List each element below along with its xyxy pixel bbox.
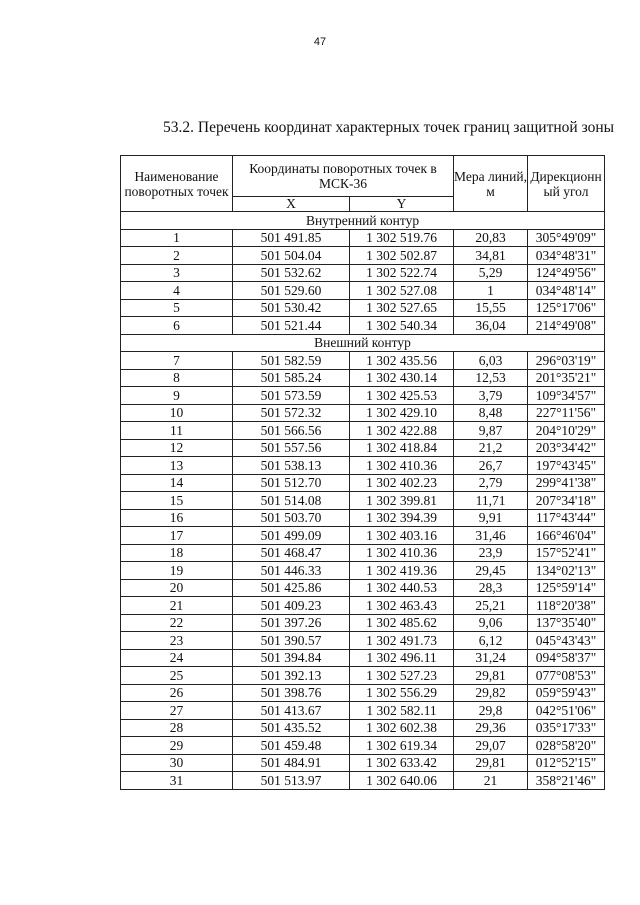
line-measure: 8,48 — [454, 404, 528, 422]
directional-angle: 358°21'46" — [528, 772, 605, 790]
directional-angle: 042°51'06" — [528, 702, 605, 720]
coord-x: 501 435.52 — [233, 719, 350, 737]
point-number: 19 — [121, 562, 233, 580]
table-row — [121, 562, 605, 580]
line-measure: 29,81 — [454, 667, 528, 685]
coord-y: 1 302 430.14 — [350, 369, 454, 387]
coord-x: 501 513.97 — [233, 772, 350, 790]
table-row — [121, 667, 605, 685]
coordinates-table — [120, 155, 605, 790]
coord-x: 501 397.26 — [233, 614, 350, 632]
line-measure: 34,81 — [454, 247, 528, 265]
directional-angle: 227°11'56" — [528, 404, 605, 422]
point-number: 31 — [121, 772, 233, 790]
coord-y: 1 302 556.29 — [350, 684, 454, 702]
coord-x: 501 582.59 — [233, 352, 350, 370]
table-row — [121, 474, 605, 492]
coord-x: 501 514.08 — [233, 492, 350, 510]
table-body — [121, 212, 605, 790]
header-x: X — [233, 197, 350, 212]
line-measure: 9,06 — [454, 614, 528, 632]
line-measure: 5,29 — [454, 264, 528, 282]
section-row — [121, 212, 605, 230]
coord-x: 501 512.70 — [233, 474, 350, 492]
section-label: Внешний контур — [121, 334, 605, 352]
header-line-measure: Мера линий, м — [454, 156, 528, 212]
coord-y: 1 302 429.10 — [350, 404, 454, 422]
table-row — [121, 282, 605, 300]
table-row — [121, 457, 605, 475]
table-row — [121, 422, 605, 440]
point-number: 2 — [121, 247, 233, 265]
coord-y: 1 302 422.88 — [350, 422, 454, 440]
coord-x: 501 529.60 — [233, 282, 350, 300]
point-number: 25 — [121, 667, 233, 685]
directional-angle: 305°49'09" — [528, 229, 605, 247]
line-measure: 23,9 — [454, 544, 528, 562]
header-directional-angle: Дирекционн ый угол — [528, 156, 605, 212]
coord-y: 1 302 425.53 — [350, 387, 454, 405]
table-row — [121, 229, 605, 247]
directional-angle: 034°48'14" — [528, 282, 605, 300]
line-measure: 9,91 — [454, 509, 528, 527]
coord-x: 501 425.86 — [233, 579, 350, 597]
line-measure: 21 — [454, 772, 528, 790]
table-row — [121, 614, 605, 632]
directional-angle: 059°59'43" — [528, 684, 605, 702]
table-row — [121, 527, 605, 545]
directional-angle: 197°43'45" — [528, 457, 605, 475]
directional-angle: 214°49'08" — [528, 317, 605, 335]
point-number: 1 — [121, 229, 233, 247]
coord-y: 1 302 402.23 — [350, 474, 454, 492]
point-number: 5 — [121, 299, 233, 317]
table-row — [121, 509, 605, 527]
coord-y: 1 302 496.11 — [350, 649, 454, 667]
line-measure: 29,8 — [454, 702, 528, 720]
point-number: 26 — [121, 684, 233, 702]
coord-x: 501 413.67 — [233, 702, 350, 720]
coord-y: 1 302 527.65 — [350, 299, 454, 317]
table-row — [121, 719, 605, 737]
table-row — [121, 754, 605, 772]
point-number: 29 — [121, 737, 233, 755]
directional-angle: 045°43'43" — [528, 632, 605, 650]
line-measure: 6,03 — [454, 352, 528, 370]
point-number: 13 — [121, 457, 233, 475]
table-row — [121, 352, 605, 370]
coord-y: 1 302 435.56 — [350, 352, 454, 370]
point-number: 23 — [121, 632, 233, 650]
coord-x: 501 532.62 — [233, 264, 350, 282]
point-number: 15 — [121, 492, 233, 510]
coord-x: 501 572.32 — [233, 404, 350, 422]
coord-x: 501 538.13 — [233, 457, 350, 475]
coord-y: 1 302 640.06 — [350, 772, 454, 790]
coord-x: 501 503.70 — [233, 509, 350, 527]
coord-y: 1 302 418.84 — [350, 439, 454, 457]
line-measure: 6,12 — [454, 632, 528, 650]
line-measure: 3,79 — [454, 387, 528, 405]
coord-y: 1 302 410.36 — [350, 544, 454, 562]
coord-y: 1 302 399.81 — [350, 492, 454, 510]
line-measure: 25,21 — [454, 597, 528, 615]
line-measure: 29,81 — [454, 754, 528, 772]
coord-x: 501 409.23 — [233, 597, 350, 615]
table-row — [121, 439, 605, 457]
section-title: 53.2. Перечень координат характерных точек границ защитной зоны — [163, 119, 615, 136]
point-number: 22 — [121, 614, 233, 632]
coord-x: 501 484.91 — [233, 754, 350, 772]
table-row — [121, 597, 605, 615]
point-number: 14 — [121, 474, 233, 492]
point-number: 20 — [121, 579, 233, 597]
coord-y: 1 302 502.87 — [350, 247, 454, 265]
coord-y: 1 302 522.74 — [350, 264, 454, 282]
line-measure: 36,04 — [454, 317, 528, 335]
table-row — [121, 492, 605, 510]
table-row — [121, 649, 605, 667]
coord-x: 501 468.47 — [233, 544, 350, 562]
point-number: 30 — [121, 754, 233, 772]
section-label: Внутренний контур — [121, 212, 605, 230]
point-number: 10 — [121, 404, 233, 422]
coord-x: 501 459.48 — [233, 737, 350, 755]
table-row — [121, 264, 605, 282]
table-row — [121, 702, 605, 720]
table-row — [121, 299, 605, 317]
point-number: 16 — [121, 509, 233, 527]
directional-angle: 134°02'13" — [528, 562, 605, 580]
coord-y: 1 302 403.16 — [350, 527, 454, 545]
line-measure: 31,46 — [454, 527, 528, 545]
coord-x: 501 392.13 — [233, 667, 350, 685]
directional-angle: 077°08'53" — [528, 667, 605, 685]
page-number: 47 — [313, 36, 327, 48]
directional-angle: 012°52'15" — [528, 754, 605, 772]
point-number: 12 — [121, 439, 233, 457]
directional-angle: 299°41'38" — [528, 474, 605, 492]
coord-y: 1 302 410.36 — [350, 457, 454, 475]
line-measure: 29,36 — [454, 719, 528, 737]
coord-y: 1 302 419.36 — [350, 562, 454, 580]
coord-y: 1 302 619.34 — [350, 737, 454, 755]
line-measure: 12,53 — [454, 369, 528, 387]
coord-x: 501 585.24 — [233, 369, 350, 387]
point-number: 21 — [121, 597, 233, 615]
coord-y: 1 302 633.42 — [350, 754, 454, 772]
coord-y: 1 302 519.76 — [350, 229, 454, 247]
coord-x: 501 566.56 — [233, 422, 350, 440]
directional-angle: 034°48'31" — [528, 247, 605, 265]
directional-angle: 109°34'57" — [528, 387, 605, 405]
directional-angle: 203°34'42" — [528, 439, 605, 457]
line-measure: 9,87 — [454, 422, 528, 440]
directional-angle: 157°52'41" — [528, 544, 605, 562]
coord-x: 501 504.04 — [233, 247, 350, 265]
coord-x: 501 491.85 — [233, 229, 350, 247]
point-number: 9 — [121, 387, 233, 405]
line-measure: 1 — [454, 282, 528, 300]
table-row — [121, 579, 605, 597]
point-number: 27 — [121, 702, 233, 720]
directional-angle: 125°17'06" — [528, 299, 605, 317]
header-y: Y — [350, 197, 454, 212]
coord-y: 1 302 527.23 — [350, 667, 454, 685]
coord-x: 501 446.33 — [233, 562, 350, 580]
directional-angle: 125°59'14" — [528, 579, 605, 597]
header-coordinates: Координаты поворотных точек в МСК-36 — [233, 156, 454, 197]
line-measure: 26,7 — [454, 457, 528, 475]
directional-angle: 207°34'18" — [528, 492, 605, 510]
coord-y: 1 302 440.53 — [350, 579, 454, 597]
coord-x: 501 557.56 — [233, 439, 350, 457]
point-number: 6 — [121, 317, 233, 335]
line-measure: 20,83 — [454, 229, 528, 247]
point-number: 28 — [121, 719, 233, 737]
directional-angle: 118°20'38" — [528, 597, 605, 615]
point-number: 17 — [121, 527, 233, 545]
table-row — [121, 544, 605, 562]
coord-x: 501 530.42 — [233, 299, 350, 317]
line-measure: 11,71 — [454, 492, 528, 510]
section-row — [121, 334, 605, 352]
table-row — [121, 387, 605, 405]
coord-y: 1 302 582.11 — [350, 702, 454, 720]
coord-y: 1 302 485.62 — [350, 614, 454, 632]
directional-angle: 028°58'20" — [528, 737, 605, 755]
point-number: 7 — [121, 352, 233, 370]
table-row — [121, 772, 605, 790]
coord-x: 501 499.09 — [233, 527, 350, 545]
coord-y: 1 302 394.39 — [350, 509, 454, 527]
directional-angle: 204°10'29" — [528, 422, 605, 440]
coord-x: 501 390.57 — [233, 632, 350, 650]
table-row — [121, 632, 605, 650]
point-number: 18 — [121, 544, 233, 562]
directional-angle: 094°58'37" — [528, 649, 605, 667]
coord-x: 501 521.44 — [233, 317, 350, 335]
line-measure: 28,3 — [454, 579, 528, 597]
coord-x: 501 573.59 — [233, 387, 350, 405]
directional-angle: 117°43'44" — [528, 509, 605, 527]
coord-y: 1 302 540.34 — [350, 317, 454, 335]
header-point-name: Наименование поворотных точек — [121, 156, 233, 212]
table-row — [121, 404, 605, 422]
directional-angle: 296°03'19" — [528, 352, 605, 370]
directional-angle: 166°46'04" — [528, 527, 605, 545]
coord-y: 1 302 527.08 — [350, 282, 454, 300]
directional-angle: 035°17'33" — [528, 719, 605, 737]
coord-y: 1 302 602.38 — [350, 719, 454, 737]
table-row — [121, 247, 605, 265]
directional-angle: 201°35'21" — [528, 369, 605, 387]
table-row — [121, 317, 605, 335]
directional-angle: 124°49'56" — [528, 264, 605, 282]
line-measure: 29,82 — [454, 684, 528, 702]
line-measure: 21,2 — [454, 439, 528, 457]
point-number: 24 — [121, 649, 233, 667]
point-number: 4 — [121, 282, 233, 300]
directional-angle: 137°35'40" — [528, 614, 605, 632]
line-measure: 31,24 — [454, 649, 528, 667]
coord-y: 1 302 491.73 — [350, 632, 454, 650]
line-measure: 29,45 — [454, 562, 528, 580]
coord-x: 501 394.84 — [233, 649, 350, 667]
table-row — [121, 369, 605, 387]
table-row — [121, 684, 605, 702]
point-number: 3 — [121, 264, 233, 282]
line-measure: 15,55 — [454, 299, 528, 317]
table-row — [121, 737, 605, 755]
point-number: 11 — [121, 422, 233, 440]
line-measure: 2,79 — [454, 474, 528, 492]
coord-x: 501 398.76 — [233, 684, 350, 702]
point-number: 8 — [121, 369, 233, 387]
line-measure: 29,07 — [454, 737, 528, 755]
coord-y: 1 302 463.43 — [350, 597, 454, 615]
